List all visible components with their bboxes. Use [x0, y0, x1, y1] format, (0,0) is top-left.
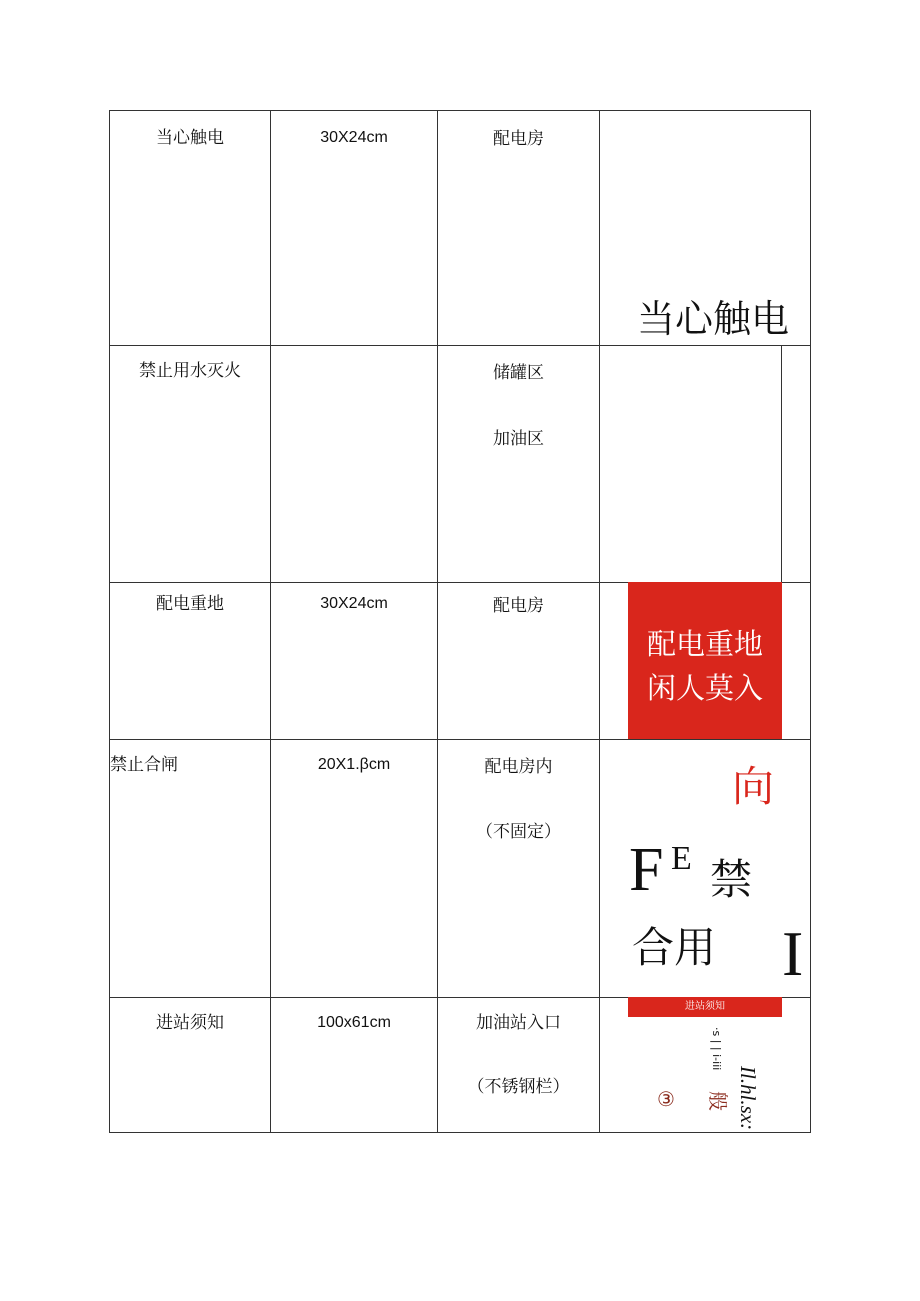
row1-size: 30X24cm: [320, 129, 388, 146]
circled-number: ③: [657, 1087, 675, 1111]
row3-name: 配电重地: [156, 594, 224, 614]
no-entry-sign: [628, 582, 782, 739]
row1-sign-text: 当心触电: [637, 297, 790, 341]
row4-location-1: 配电房内: [484, 757, 553, 777]
row5-name: 进站须知: [156, 1013, 224, 1033]
sign-glyph-f: F: [629, 836, 664, 904]
sign-image-edge: [781, 345, 782, 582]
row-divider: [110, 345, 810, 346]
row3-size: 30X24cm: [320, 595, 388, 612]
column-divider: [270, 111, 271, 1132]
row-divider: [110, 739, 810, 740]
sign-glyph-jin: 禁: [710, 855, 753, 904]
rotated-text-3: 般: [706, 1091, 730, 1111]
sign-glyph-heyong: 合用: [632, 923, 717, 972]
row4-size: 20X1.βcm: [317, 756, 391, 773]
notice-header: 进站须知: [628, 997, 782, 1017]
sign-glyph-bar: I: [782, 918, 804, 989]
sign-line-1: 配电重地: [646, 627, 763, 661]
row3-location: 配电房: [493, 596, 544, 616]
sign-glyph-e: E: [671, 840, 692, 877]
row1-location: 配电房: [493, 129, 544, 149]
sign-line-2: 闲人莫入: [646, 671, 763, 705]
row1-name: 当心触电: [156, 128, 224, 148]
row2-location-1: 储罐区: [493, 363, 544, 383]
row4-name: 禁止合闸: [110, 755, 178, 775]
sign-glyph-top: 向: [732, 762, 775, 811]
row2-location-2: 加油区: [493, 429, 544, 449]
row5-size: 100x61cm: [317, 1014, 391, 1031]
column-divider: [437, 111, 438, 1132]
row5-location-2: （不锈钢栏）: [467, 1077, 570, 1097]
column-divider: [599, 111, 600, 1132]
rotated-text-2: ·s | | i-iii: [710, 1027, 723, 1071]
row4-location-2: （不固定）: [476, 822, 561, 842]
row2-name: 禁止用水灭火: [139, 361, 241, 381]
row5-location-1: 加油站入口: [476, 1013, 561, 1033]
signage-table: [109, 110, 811, 1133]
rotated-text-1: Il.hl.sx:: [736, 1066, 760, 1131]
